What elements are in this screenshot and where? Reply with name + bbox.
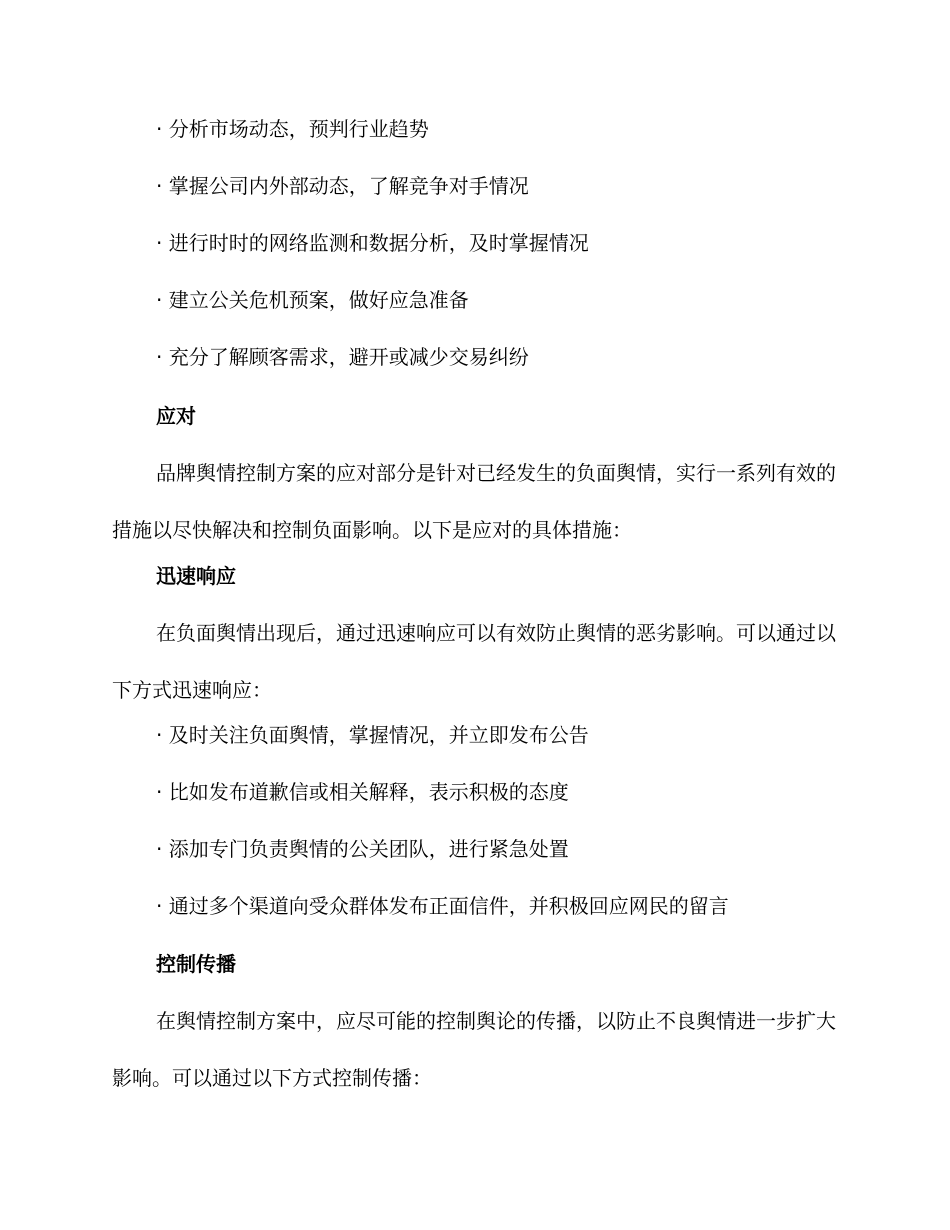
section-heading-control-spread: 控制传播 (156, 952, 236, 976)
bullet-item: · 掌握公司内外部动态，了解竞争对手情况 (156, 174, 529, 198)
bullet-item: · 及时关注负面舆情，掌握情况，并立即发布公告 (156, 723, 589, 747)
bullet-item: · 通过多个渠道向受众群体发布正面信件，并积极回应网民的留言 (156, 894, 729, 918)
bullet-item: · 比如发布道歉信或相关解释，表示积极的态度 (156, 780, 569, 804)
bullet-item: · 分析市场动态，预判行业趋势 (156, 117, 429, 141)
bullet-item: · 充分了解顾客需求，避开或减少交易纠纷 (156, 345, 529, 369)
section-heading-quick-response: 迅速响应 (156, 564, 236, 588)
section-paragraph-control-spread: 在舆情控制方案中，应尽可能的控制舆论的传播，以防止不良舆情进一步扩大影响。可以通过以下方式控制传播： (112, 1009, 836, 1090)
section-paragraph-response: 品牌舆情控制方案的应对部分是针对已经发生的负面舆情，实行一系列有效的措施以尽快解决和控制负面影响。以下是应对的具体措施： (112, 461, 836, 542)
section-heading-response: 应对 (156, 404, 196, 428)
bullet-item: · 添加专门负责舆情的公关团队，进行紧急处置 (156, 837, 569, 861)
section-paragraph-quick-response: 在负面舆情出现后，通过迅速响应可以有效防止舆情的恶劣影响。可以通过以下方式迅速响应： (112, 621, 836, 702)
bullet-item: · 进行时时的网络监测和数据分析，及时掌握情况 (156, 231, 589, 255)
bullet-item: · 建立公关危机预案，做好应急准备 (156, 288, 469, 312)
